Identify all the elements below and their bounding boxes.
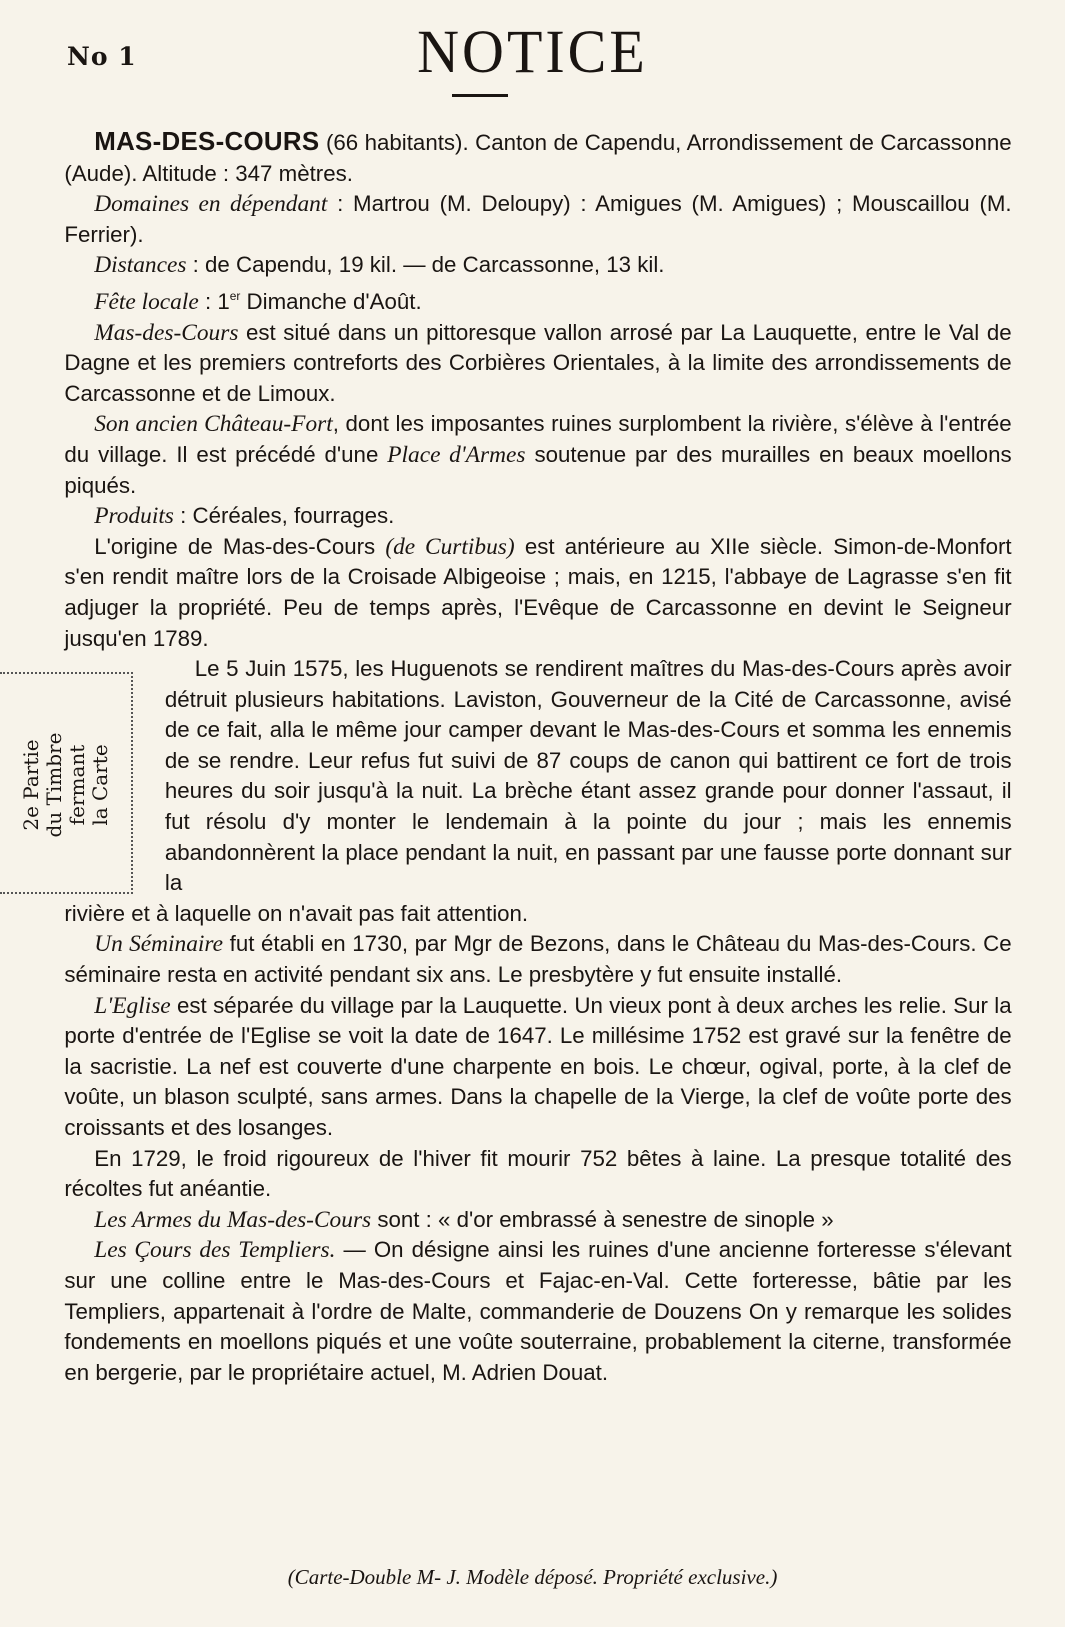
huguenots-tail: rivière et à laquelle on n'avait pas fait attention. [64, 900, 529, 926]
produits-paragraph: Produits : Céréales, fourrages. [94, 503, 395, 530]
chateau-paragraph: Son ancien Château-Fort, dont les imposantes ruines surplombent la rivière, s'élève à l'entrée du village. Il est précédé d'une Place d'Armes soutenue par des murailles en beaux moellons piqués. [64, 411, 1012, 498]
title-divider [452, 94, 508, 97]
stamp-line: du Timbre [42, 732, 66, 838]
armes-paragraph: Les Armes du Mas-des-Cours sont : « d'or embrassé à senestre de sinople » [94, 1206, 834, 1233]
place-name: MAS-DES-COURS [94, 126, 320, 156]
footer-note: (Carte-Double M- J. Modèle déposé. Propriété exclusive.) [287, 1565, 778, 1589]
stamp-line: 2e Partie [19, 739, 43, 831]
stamp-line: fermant [65, 744, 89, 826]
intro-paragraph: MAS-DES-COURS (66 habitants). Canton de Capendu, Arrondissement de Carcassonne (Aude). Altitude : 347 mètres. [64, 126, 1012, 186]
distances-paragraph: Distances : de Capendu, 19 kil. — de Carcassonne, 13 kil. [94, 252, 665, 279]
situation-paragraph: Mas-des-Cours est situé dans un pittoresque vallon arrosé par La Lauquette, entre le Val de Dagne et les premiers contreforts des Corbières Orientales, à la limite des arrondissements de Carcassonne et de Limoux. [64, 319, 1012, 406]
page-title: NOTICE [417, 17, 648, 86]
hiver-paragraph: En 1729, le froid rigoureux de l'hiver fit mourir 752 bêtes à laine. La presque totalité des récoltes fut anéantie. [64, 1145, 1012, 1202]
huguenots-paragraph: Le 5 Juin 1575, les Huguenots se rendirent maîtres du Mas-des-Cours après avoir détruit plusieurs habitations. Laviston, Gouverneur de la Cité de Carcassonne, avisé de ce fait, alla le même jour camper devant le Mas-des-Cours et somma les ennemis de se rendre. Leur refus fut suivi de 87 coups de canon qui battirent ce fort de trois heures du soir jusqu'à la nuit. La brèche étant assez grande pour donner l'assaut, il fut résolu d'y monter le lendemain à la pointe du jour ; mais les ennemis abandonnèrent la place pendant la nuit, en passant par une fausse porte donnant sur la [164, 656, 1012, 896]
fete-paragraph: Fête locale : 1er Dimanche d'Août. [94, 288, 422, 315]
seminaire-paragraph: Un Séminaire fut établi en 1730, par Mgr de Bezons, dans le Château du Mas-des-Cours. Ce séminaire resta en activité pendant six ans. Le presbytère y fut ensuite installé. [64, 931, 1012, 988]
eglise-paragraph: L'Eglise est séparée du village par la Lauquette. Un vieux pont à deux arches les relie. Sur la porte d'entrée de l'Eglise se voit la date de 1647. Le millésime 1752 est gravé sur la fenêtre de la sacristie. La nef est couverte d'une charpente en bois. Le chœur, ogival, porte, à la clef de voûte, un blason sculpté, sans armes. Dans la chapelle de la Vierge, la clef de voûte porte des croissants et des losanges. [64, 992, 1012, 1140]
templiers-paragraph: Les Çours des Templiers. — On désigne ainsi les ruines d'une ancienne forteresse s'élevant sur une colline entre le Mas-des-Cours et Fajac-en-Val. Cette forteresse, bâtie par les Templiers, appartenait à l'ordre de Malte, commanderie de Douzens On y remarque les solides fondements en moellons piqués et une voûte souterraine, probablement la citerne, transformée en bergerie, par le propriétaire actuel, M. Adrien Douat. [64, 1237, 1012, 1385]
notice-number: No 1 [67, 42, 137, 71]
origine-paragraph: L'origine de Mas-des-Cours (de Curtibus) est antérieure au XIIe siècle. Simon-de-Monfort s'en rendit maître lors de la Croisade Albigeoise ; mais, en 1215, l'abbaye de Lagrasse s'en fit adjuger la propriété. Peu de temps après, l'Evêque de Carcassonne en devint le Seigneur jusqu'en 1789. [64, 533, 1012, 651]
stamp-line: la Carte [88, 744, 112, 826]
domaines-paragraph: Domaines en dépendant : Martrou (M. Deloupy) : Amigues (M. Amigues) ; Mouscaillou (M. Ferrier). [64, 191, 1012, 247]
notice-body [64, 126, 1011, 1388]
